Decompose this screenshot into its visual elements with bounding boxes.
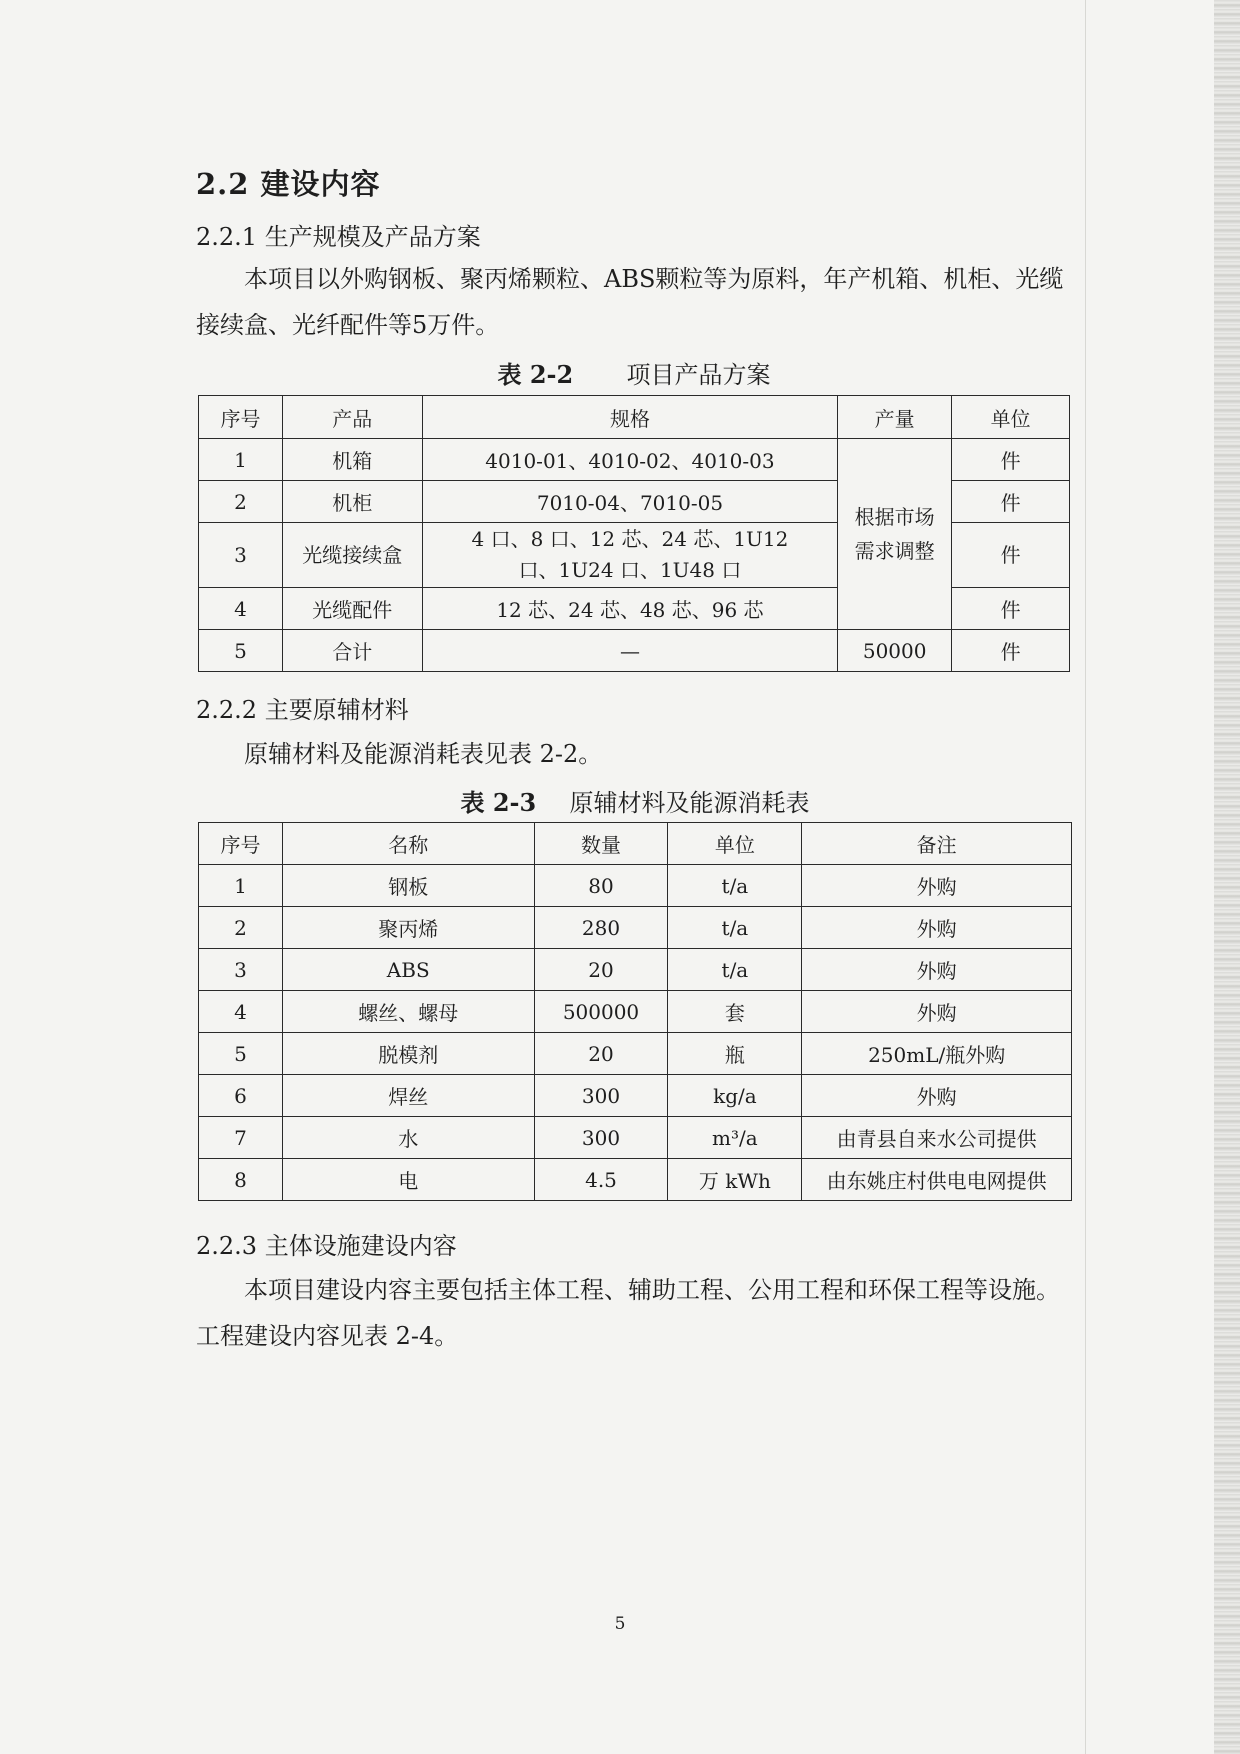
- cell-name: 焊丝: [282, 1075, 534, 1117]
- cell-unit: 万 kWh: [668, 1159, 802, 1201]
- table-row: [199, 865, 1072, 907]
- scan-edge: [1214, 0, 1240, 1754]
- cell-qty: 300: [534, 1117, 668, 1159]
- subsection-heading-2-2-3: 2.2.3 主体设施建设内容: [196, 1232, 457, 1260]
- paragraph-materials: 原辅材料及能源消耗表见表 2-2。: [244, 740, 603, 768]
- subsection-heading-2-2-2: 2.2.2 主要原辅材料: [196, 696, 409, 724]
- cell-name: 螺丝、螺母: [282, 991, 534, 1033]
- cell-no: 2: [199, 481, 283, 523]
- cell-unit: 件: [952, 630, 1070, 672]
- cell-note: 由东姚庄村供电电网提供: [802, 1159, 1072, 1201]
- table-row: [199, 1033, 1072, 1075]
- table-row: [199, 439, 1070, 481]
- cell-unit: t/a: [668, 949, 802, 991]
- scan-fold-line: [1085, 0, 1086, 1754]
- cell-no: 7: [199, 1117, 283, 1159]
- cell-name: 水: [282, 1117, 534, 1159]
- header-cell: 规格: [422, 396, 838, 439]
- table-row: [199, 991, 1072, 1033]
- cell-name: 电: [282, 1159, 534, 1201]
- cell-product: 合计: [282, 630, 422, 672]
- table-caption-title: 项目产品方案: [626, 361, 771, 389]
- header-cell: 序号: [199, 396, 283, 439]
- cell-product: 机箱: [282, 439, 422, 481]
- cell-qty: 80: [534, 865, 668, 907]
- cell-note: 外购: [802, 907, 1072, 949]
- table-caption-title: 原辅材料及能源消耗表: [569, 789, 810, 817]
- cell-unit: t/a: [668, 865, 802, 907]
- cell-note: 外购: [802, 865, 1072, 907]
- table-row: [199, 1075, 1072, 1117]
- cell-unit: kg/a: [668, 1075, 802, 1117]
- cell-spec: 4010-01、4010-02、4010-03: [422, 439, 838, 481]
- cell-note: 由青县自来水公司提供: [802, 1117, 1072, 1159]
- cell-unit: m³/a: [668, 1117, 802, 1159]
- cell-no: 1: [199, 439, 283, 481]
- cell-note: 外购: [802, 1075, 1072, 1117]
- cell-note: 250mL/瓶外购: [802, 1033, 1072, 1075]
- cell-unit: 件: [952, 588, 1070, 630]
- cell-name: ABS: [282, 949, 534, 991]
- table-row: [199, 1117, 1072, 1159]
- cell-spec: 7010-04、7010-05: [422, 481, 838, 523]
- header-cell: 数量: [534, 823, 668, 865]
- cell-qty: 20: [534, 1033, 668, 1075]
- table-header-row: [199, 396, 1070, 439]
- cell-no: 3: [199, 523, 283, 588]
- cell-note: 外购: [802, 991, 1072, 1033]
- table-caption-2-2: [198, 355, 1070, 390]
- header-cell: 备注: [802, 823, 1072, 865]
- cell-no: 5: [199, 1033, 283, 1075]
- cell-product: 光缆接续盒: [282, 523, 422, 588]
- table-caption-label: 表 2-3: [460, 788, 537, 817]
- cell-spec: 4 口、8 口、12 芯、24 芯、1U12 口、1U24 口、1U48 口: [422, 523, 838, 588]
- cell-output-merged: 根据市场需求调整: [838, 439, 952, 630]
- cell-unit: 件: [952, 481, 1070, 523]
- cell-unit: 件: [952, 523, 1070, 588]
- cell-product: 光缆配件: [282, 588, 422, 630]
- table-row: [199, 949, 1072, 991]
- cell-name: 聚丙烯: [282, 907, 534, 949]
- cell-no: 4: [199, 991, 283, 1033]
- cell-no: 5: [199, 630, 283, 672]
- table-caption-label: 表 2-2: [497, 360, 574, 389]
- cell-qty: 280: [534, 907, 668, 949]
- cell-no: 3: [199, 949, 283, 991]
- cell-qty: 300: [534, 1075, 668, 1117]
- cell-name: 脱模剂: [282, 1033, 534, 1075]
- cell-spec: —: [422, 630, 838, 672]
- cell-name: 钢板: [282, 865, 534, 907]
- materials-energy-table: [198, 822, 1072, 1201]
- header-cell: 产品: [282, 396, 422, 439]
- product-plan-table: [198, 395, 1070, 672]
- cell-qty: 20: [534, 949, 668, 991]
- cell-no: 1: [199, 865, 283, 907]
- subsection-heading-2-2-1: 2.2.1 生产规模及产品方案: [196, 223, 481, 251]
- cell-unit: 瓶: [668, 1033, 802, 1075]
- cell-no: 6: [199, 1075, 283, 1117]
- table-row: [199, 907, 1072, 949]
- cell-output: 50000: [838, 630, 952, 672]
- cell-unit: 套: [668, 991, 802, 1033]
- cell-note: 外购: [802, 949, 1072, 991]
- table-row: [199, 1159, 1072, 1201]
- header-cell: 单位: [952, 396, 1070, 439]
- paragraph-production-scale: 本项目以外购钢板、聚丙烯颗粒、ABS颗粒等为原料，年产机箱、机柜、光缆接续盒、光纤配件等5万件。: [196, 265, 1064, 339]
- cell-product: 机柜: [282, 481, 422, 523]
- header-cell: 序号: [199, 823, 283, 865]
- page-number: 5: [614, 1614, 626, 1634]
- cell-spec: 12 芯、24 芯、48 芯、96 芯: [422, 588, 838, 630]
- section-title: 2.2 建设内容: [196, 167, 381, 201]
- cell-no: 4: [199, 588, 283, 630]
- cell-unit: t/a: [668, 907, 802, 949]
- table-header-row: [199, 823, 1072, 865]
- header-cell: 单位: [668, 823, 802, 865]
- cell-no: 8: [199, 1159, 283, 1201]
- table-total-row: [199, 630, 1070, 672]
- header-cell: 名称: [282, 823, 534, 865]
- cell-no: 2: [199, 907, 283, 949]
- cell-unit: 件: [952, 439, 1070, 481]
- paragraph-construction: 本项目建设内容主要包括主体工程、辅助工程、公用工程和环保工程等设施。工程建设内容见表 2-4。: [196, 1276, 1060, 1350]
- cell-qty: 4.5: [534, 1159, 668, 1201]
- cell-qty: 500000: [534, 991, 668, 1033]
- table-caption-2-3: [198, 783, 1072, 818]
- header-cell: 产量: [838, 396, 952, 439]
